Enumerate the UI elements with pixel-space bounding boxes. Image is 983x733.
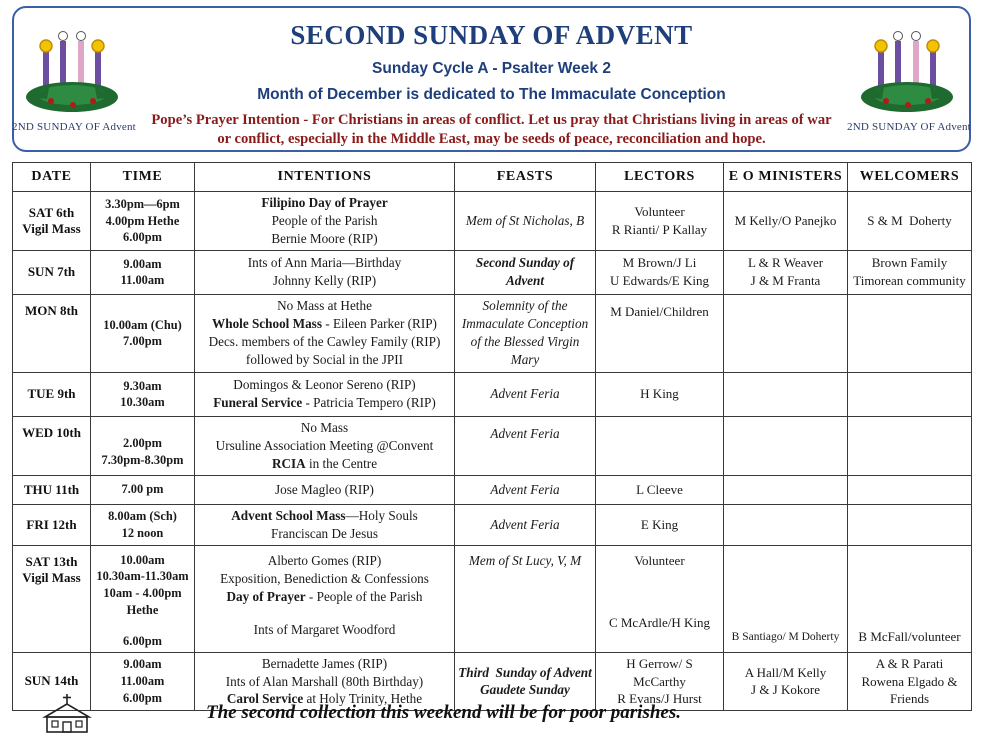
schedule-body: [13, 192, 972, 711]
cell-welcomers: [848, 504, 972, 545]
cell-feasts: Mem of St Lucy, V, M: [455, 545, 596, 652]
cell-feasts: Advent Feria: [455, 372, 596, 416]
cell-intentions: No Mass at Hethe Whole School Mass - Eileen Parker (RIP) Decs. members of the Cawley Family (RIP) followed by Social in the JPII: [195, 294, 455, 372]
table-header-row: [13, 163, 972, 192]
cell-eo-ministers: [724, 294, 848, 372]
cell-date: WED 10th: [13, 416, 91, 475]
schedule-table: [12, 162, 972, 711]
column-header-time: TIME: [91, 163, 195, 192]
cell-welcomers: [848, 294, 972, 372]
cell-eo-ministers: M Kelly/O Panejko: [724, 192, 848, 251]
cell-welcomers: S & M Doherty: [848, 192, 972, 251]
cell-welcomers: [848, 475, 972, 504]
cell-welcomers: [848, 372, 972, 416]
cell-time: 9.00am 11.00am 6.00pm: [91, 652, 195, 711]
cell-intentions: Ints of Ann Maria—Birthday Johnny Kelly (RIP): [195, 250, 455, 294]
cell-lectors: H Gerrow/ S McCarthy R Evans/J Hurst: [596, 652, 724, 711]
cell-intentions: Alberto Gomes (RIP) Exposition, Benediction & Confessions Day of Prayer - People of the Parish Ints of Margaret Woodford: [195, 545, 455, 652]
advent-wreath-logo-left: [14, 8, 134, 150]
cell-feasts: Mem of St Nicholas, B: [455, 192, 596, 251]
cell-lectors: Volunteer C McArdle/H King: [596, 545, 724, 652]
cell-lectors: M Brown/J Li U Edwards/E King: [596, 250, 724, 294]
table-row: [13, 192, 972, 251]
column-header-eo-ministers: E O MINISTERS: [724, 163, 848, 192]
cell-feasts: Advent Feria: [455, 504, 596, 545]
cell-welcomers: Brown Family Timorean community: [848, 250, 972, 294]
cell-date: FRI 12th: [13, 504, 91, 545]
column-header-date: DATE: [13, 163, 91, 192]
cell-time: 10.00am (Chu) 7.00pm: [91, 294, 195, 372]
cell-intentions: Bernadette James (RIP) Ints of Alan Marshall (80th Birthday) Carol Service at Holy Trinity, Hethe: [195, 652, 455, 711]
cell-date: SAT 13th Vigil Mass: [13, 545, 91, 652]
cell-date: SUN 7th: [13, 250, 91, 294]
cell-lectors: M Daniel/Children: [596, 294, 724, 372]
cell-time: 9.00am 11.00am: [91, 250, 195, 294]
cell-lectors: E King: [596, 504, 724, 545]
table-row: [13, 416, 972, 475]
cell-date: MON 8th: [13, 294, 91, 372]
column-header-welcomers: WELCOMERS: [848, 163, 972, 192]
cell-eo-ministers: [724, 416, 848, 475]
cell-welcomers: B McFall/volunteer: [848, 545, 972, 652]
column-header-feasts: FEASTS: [455, 163, 596, 192]
advent-wreath-logo-right: [849, 8, 969, 150]
popes-prayer-intention: Pope’s Prayer Intention - For Christians in areas of conflict. Let us pray that Christians living in areas of war or conflict, especially in the Middle East, may be seeds of peace, reconciliation and hope.: [151, 112, 832, 148]
cell-lectors: Volunteer R Rianti/ P Kallay: [596, 192, 724, 251]
cell-lectors: [596, 416, 724, 475]
cell-time: 8.00am (Sch) 12 noon: [91, 504, 195, 545]
cell-date: THU 11th: [13, 475, 91, 504]
mass-schedule: [12, 162, 971, 711]
header-banner: [12, 6, 971, 152]
cell-intentions: Jose Magleo (RIP): [195, 475, 455, 504]
cell-time: 3.30pm—6pm 4.00pm Hethe 6.00pm: [91, 192, 195, 251]
footer: [12, 695, 971, 731]
table-row: [13, 372, 972, 416]
table-row: [13, 504, 972, 545]
cell-feasts: Advent Feria: [455, 475, 596, 504]
cell-lectors: H King: [596, 372, 724, 416]
cell-feasts: Third Sunday of Advent Gaudete Sunday: [455, 652, 596, 711]
month-dedication: Month of December is dedicated to The Immaculate Conception: [257, 86, 726, 103]
cell-eo-ministers: [724, 372, 848, 416]
advent-wreath-caption-right: 2ND SUNDAY OF Advent: [847, 121, 971, 133]
column-header-intentions: INTENTIONS: [195, 163, 455, 192]
cell-welcomers: [848, 416, 972, 475]
cell-welcomers: A & R Parati Rowena Elgado & Friends: [848, 652, 972, 711]
cell-feasts: Solemnity of the Immaculate Conception of the Blessed Virgin Mary: [455, 294, 596, 372]
cell-date: TUE 9th: [13, 372, 91, 416]
cell-date: SUN 14th: [13, 652, 91, 711]
cell-eo-ministers: A Hall/M Kelly J & J Kokore: [724, 652, 848, 711]
cell-eo-ministers: L & R Weaver J & M Franta: [724, 250, 848, 294]
page-title: SECOND SUNDAY OF ADVENT: [290, 20, 693, 50]
table-row: [13, 294, 972, 372]
cell-time: 2.00pm 7.30pm-8.30pm: [91, 416, 195, 475]
collection-notice: The second collection this weekend will be for poor parishes.: [206, 702, 681, 723]
cell-eo-ministers: [724, 475, 848, 504]
cell-feasts: Advent Feria: [455, 416, 596, 475]
cell-date: SAT 6th Vigil Mass: [13, 192, 91, 251]
cell-intentions: No Mass Ursuline Association Meeting @Convent RCIA in the Centre: [195, 416, 455, 475]
advent-wreath-caption-left: 2ND SUNDAY OF Advent: [12, 121, 136, 133]
table-row: [13, 250, 972, 294]
cell-time: 7.00 pm: [91, 475, 195, 504]
cell-intentions: Advent School Mass—Holy Souls Franciscan De Jesus: [195, 504, 455, 545]
cell-lectors: L Cleeve: [596, 475, 724, 504]
cell-time: 9.30am 10.30am: [91, 372, 195, 416]
cell-eo-ministers: B Santiago/ M Doherty: [724, 545, 848, 652]
cell-eo-ministers: [724, 504, 848, 545]
cell-time: 10.00am 10.30am-11.30am 10am - 4.00pm Hethe 6.00pm: [91, 545, 195, 652]
cycle-subtitle: Sunday Cycle A - Psalter Week 2: [372, 60, 611, 77]
table-row: [13, 475, 972, 504]
cell-feasts: Second Sunday of Advent: [455, 250, 596, 294]
column-header-lectors: LECTORS: [596, 163, 724, 192]
cell-intentions: Domingos & Leonor Sereno (RIP) Funeral Service - Patricia Tempero (RIP): [195, 372, 455, 416]
cell-intentions: Filipino Day of Prayer People of the Parish Bernie Moore (RIP): [195, 192, 455, 251]
church-icon: [12, 693, 122, 733]
table-row: [13, 545, 972, 652]
